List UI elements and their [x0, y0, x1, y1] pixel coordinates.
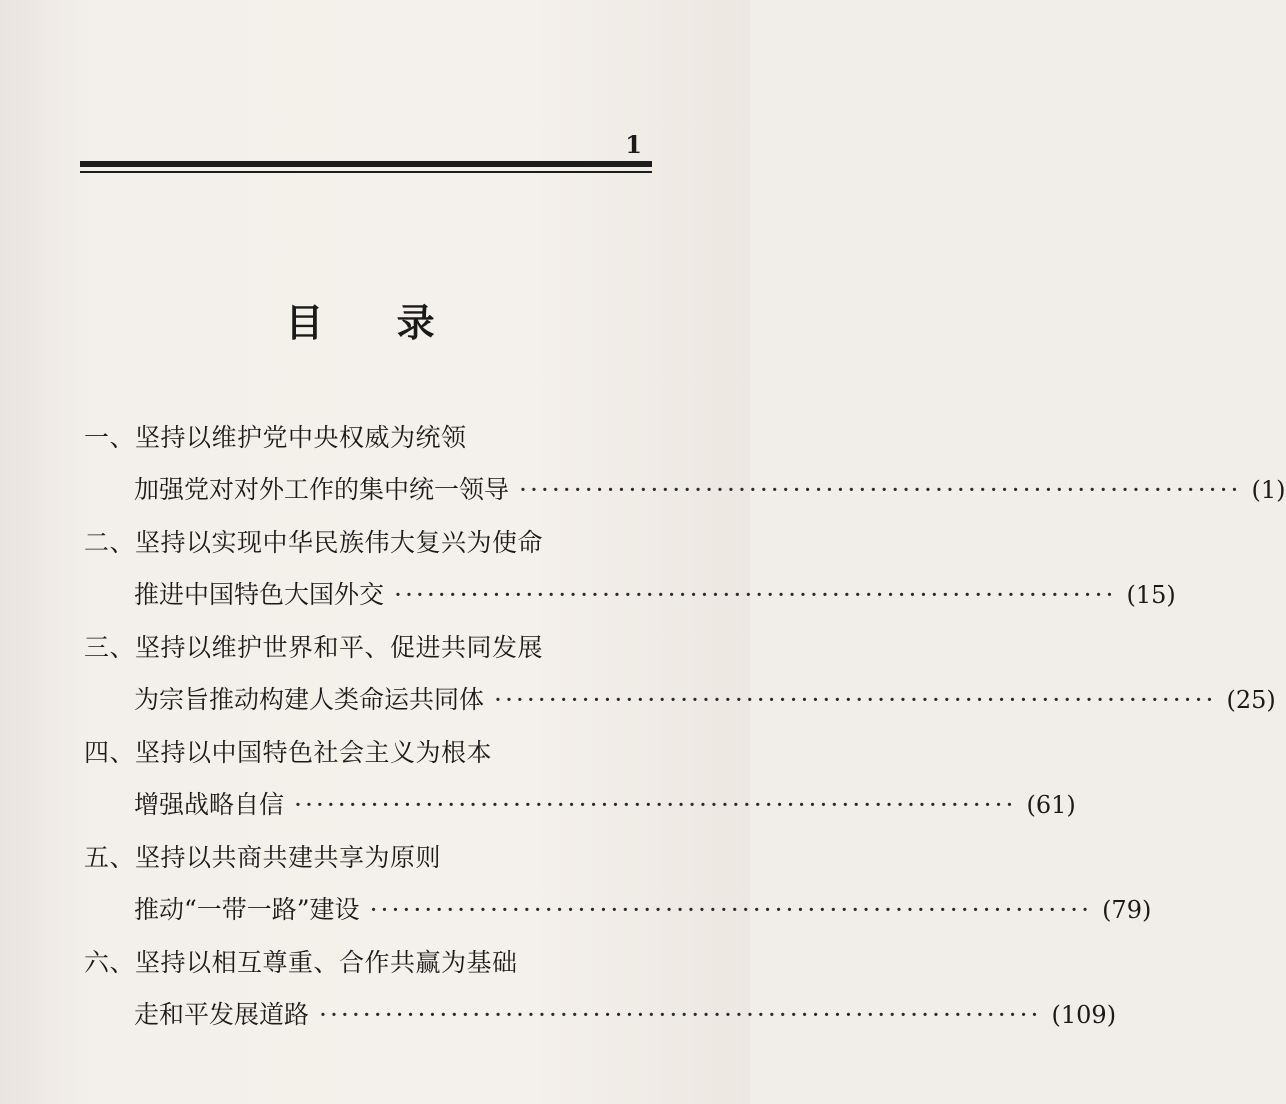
toc-page-number: (61): [1026, 791, 1076, 819]
toc-entry: [84, 505, 1176, 610]
toc-page-number: (109): [1051, 1001, 1117, 1029]
toc-page-number: (1): [1251, 476, 1286, 504]
toc-entry-heading: 五、坚持以共商共建共享为原则: [84, 843, 442, 872]
leader-dots: ··································································: [294, 790, 1017, 819]
leader-dots: ··································································: [494, 685, 1217, 714]
toc-entry: [84, 925, 1117, 1030]
leader-dots: ··································································: [369, 895, 1093, 924]
toc-entry-subtitle: 推动“一带一路”建设: [134, 895, 360, 924]
toc-entry: [84, 610, 1276, 715]
header-rule-thick: [80, 161, 652, 167]
toc-entry-subheading: [134, 785, 1076, 821]
leader-dots: ··································································: [319, 1000, 1042, 1029]
toc-entry-heading: 六、坚持以相互尊重、合作共赢为基础: [84, 948, 518, 977]
toc-entry: [84, 400, 1286, 505]
leader-dots: ··································································: [519, 475, 1242, 504]
toc-page-number: (79): [1102, 896, 1152, 924]
toc-entry: [84, 820, 1152, 925]
toc-entry-subtitle: 走和平发展道路: [134, 1000, 310, 1029]
leader-dots: ··································································: [394, 580, 1117, 609]
toc-page-number: (15): [1126, 581, 1176, 609]
toc-entry-heading: 三、坚持以维护世界和平、促进共同发展: [84, 633, 544, 662]
toc-entry-subtitle: 增强战略自信: [134, 790, 285, 819]
toc-entry-subheading: [134, 575, 1176, 611]
toc-entry-heading: 二、坚持以实现中华民族伟大复兴为使命: [84, 528, 544, 557]
toc-entry-subtitle: 推进中国特色大国外交: [134, 580, 385, 609]
header-rule-thin: [80, 171, 652, 173]
toc-entry-heading: 四、坚持以中国特色社会主义为根本: [84, 738, 493, 767]
toc-entry-subheading: [134, 995, 1117, 1031]
table-of-contents: [84, 400, 1286, 1030]
page-number: 1: [625, 130, 642, 159]
toc-entry-subheading: [134, 470, 1286, 506]
toc-entry-subtitle: 为宗旨推动构建人类命运共同体: [134, 685, 485, 714]
toc-entry: [84, 715, 1076, 820]
toc-title: 目 录: [285, 301, 465, 345]
toc-entry-subheading: [134, 680, 1276, 716]
toc-entry-subheading: [134, 890, 1152, 926]
toc-page-number: (25): [1226, 686, 1276, 714]
toc-entry-subtitle: 加强党对对外工作的集中统一领导: [134, 475, 510, 504]
toc-entry-heading: 一、坚持以维护党中央权威为统领: [84, 423, 467, 452]
